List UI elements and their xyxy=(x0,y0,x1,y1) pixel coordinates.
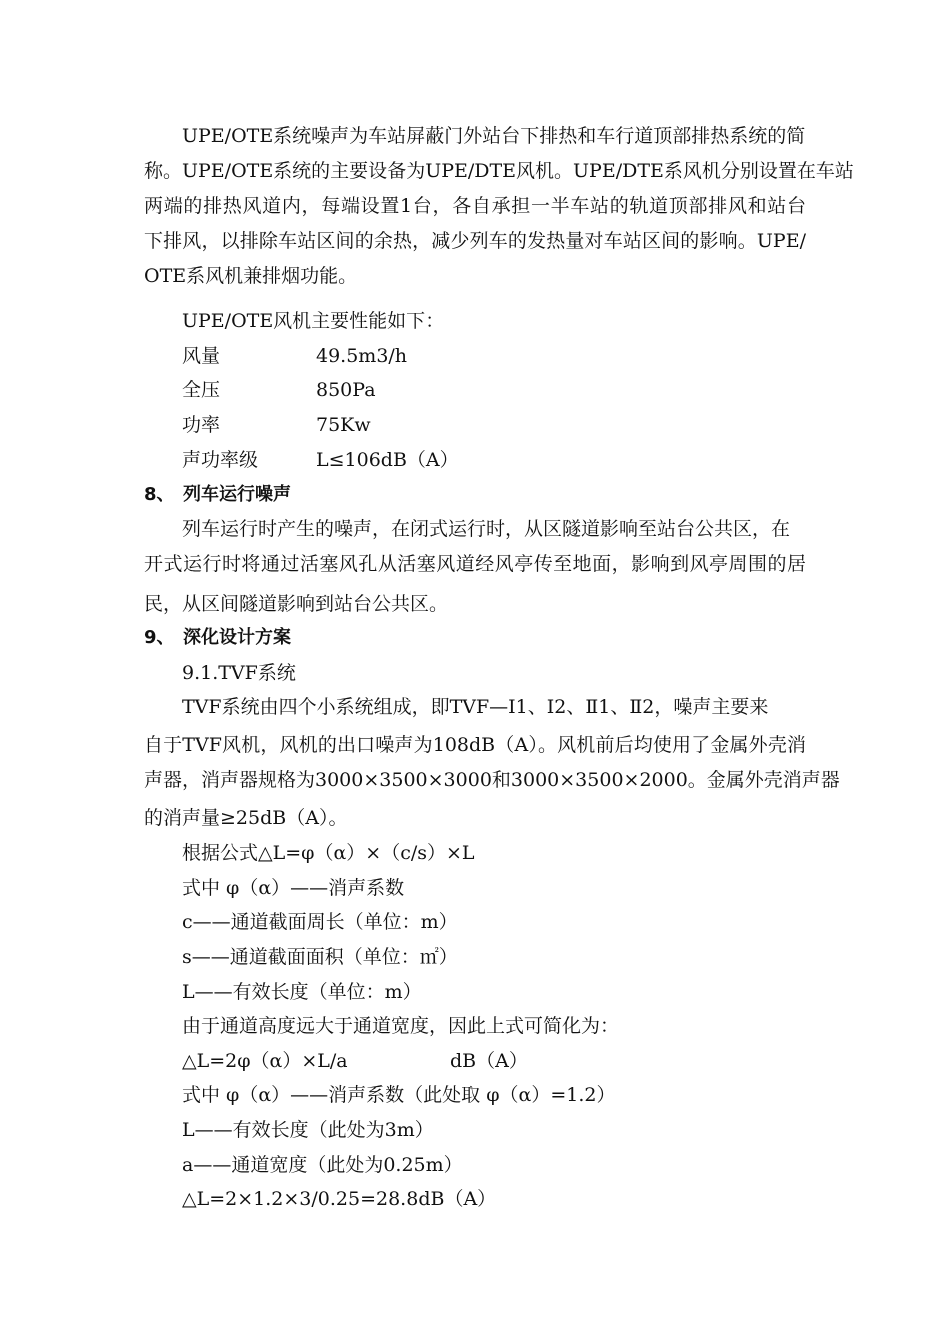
spec-value-pressure: 850Pa xyxy=(316,379,376,401)
formula-line: L——有效长度（单位：m） xyxy=(182,981,422,1003)
section-8-number: 8、 xyxy=(144,484,175,505)
paragraph-line: 列车运行时产生的噪声，在闭式运行时，从区隧道影响至站台公共区，在 xyxy=(182,518,791,540)
formula-line: a——通道宽度（此处为0.25m） xyxy=(182,1154,463,1176)
paragraph-line: 声器，消声器规格为3000×3500×3000和3000×3500×2000。金属外壳消声器 xyxy=(144,769,840,791)
formula-line: 根据公式△L=φ（α）×（c/s）×L xyxy=(182,842,475,864)
paragraph-line: 下排风，以排除车站区间的余热，减少列车的发热量对车站区间的影响。UPE/ xyxy=(144,230,806,252)
specs-intro: UPE/OTE风机主要性能如下： xyxy=(182,310,445,332)
formula-line: 式中 φ（α）——消声系数（此处取 φ（α）=1.2） xyxy=(182,1084,616,1106)
spec-label-airflow: 风量 xyxy=(182,345,221,367)
formula-line: 式中 φ（α）——消声系数 xyxy=(182,877,405,899)
formula-line: △L=2×1.2×3/0.25=28.8dB（A） xyxy=(182,1188,497,1210)
formula-line: c——通道截面周长（单位：m） xyxy=(182,911,458,933)
paragraph-line: UPE/OTE系统噪声为车站屏蔽门外站台下排热和车行道顶部排热系统的简 xyxy=(182,125,806,147)
simplified-formula: △L=2φ（α）×L/a xyxy=(182,1050,348,1072)
section-9-title: 深化设计方案 xyxy=(183,627,291,648)
spec-value-airflow: 49.5m3/h xyxy=(316,345,408,367)
paragraph-line: 的消声量≥25dB（A）。 xyxy=(144,807,348,829)
paragraph-line: OTE系风机兼排烟功能。 xyxy=(144,265,358,287)
subsection-title: 9.1.TVF系统 xyxy=(182,662,296,684)
formula-line: L——有效长度（此处为3m） xyxy=(182,1119,434,1141)
spec-label-pressure: 全压 xyxy=(182,379,221,401)
formula-line: s——通道截面面积（单位：㎡） xyxy=(182,946,458,968)
paragraph-line: 自于TVF风机，风机的出口噪声为108dB（A）。风机前后均使用了金属外壳消 xyxy=(144,734,806,756)
section-8-title: 列车运行噪声 xyxy=(183,484,291,505)
spec-value-sound-power: L≤106dB（A） xyxy=(316,449,459,471)
spec-label-sound-power: 声功率级 xyxy=(182,449,259,471)
spec-label-power: 功率 xyxy=(182,414,221,436)
formula-line: 由于通道高度远大于通道宽度，因此上式可简化为： xyxy=(182,1015,620,1037)
simplified-formula-unit: dB（A） xyxy=(450,1050,528,1072)
paragraph-line: 民，从区间隧道影响到站台公共区。 xyxy=(144,593,449,615)
paragraph-line: 称。UPE/OTE系统的主要设备为UPE/DTE风机。UPE/DTE系风机分别设置在车站 xyxy=(144,160,854,182)
paragraph-line: 两端的排热风道内，每端设置1台，各自承担一半车站的轨道顶部排风和站台 xyxy=(144,195,806,217)
spec-value-power: 75Kw xyxy=(316,414,371,436)
section-9-number: 9、 xyxy=(144,627,175,648)
paragraph-line: TVF系统由四个小系统组成，即TVF—Ⅰ1、Ⅰ2、Ⅱ1、Ⅱ2，噪声主要来 xyxy=(182,696,769,718)
paragraph-line: 开式运行时将通过活塞风孔从活塞风道经风亭传至地面，影响到风亭周围的居 xyxy=(144,553,806,575)
